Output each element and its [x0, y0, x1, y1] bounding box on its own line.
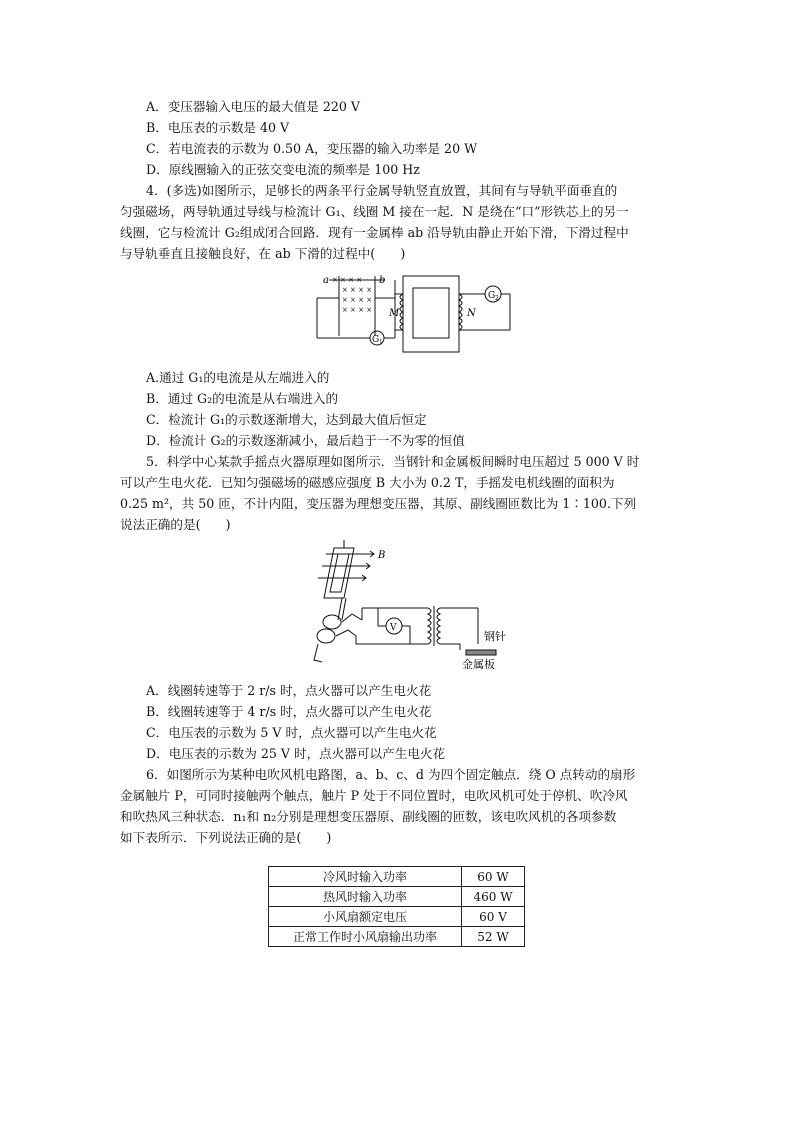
q5-option-c: C．电压表的示数为 5 V 时，点火器可以产生电火花 [146, 725, 437, 740]
q5-label-plate: 金属板 [462, 658, 495, 670]
q4-label-a: a [323, 275, 329, 286]
q5-option-b: B．线圈转速等于 4 r/s 时，点火器可以产生电火花 [146, 704, 432, 719]
q5-label-needle: 钢针 [484, 630, 506, 643]
q3-option-a: A．变压器输入电压的最大值是 220 V [146, 99, 360, 114]
q4-label-b: b [379, 275, 386, 286]
param-value: 52 W [462, 927, 525, 947]
table-row [269, 867, 525, 887]
q3-option-d: D．原线圈输入的正弦交变电流的频率是 100 Hz [146, 162, 420, 177]
q3-option-b: B．电压表的示数是 40 V [146, 120, 290, 135]
q5-stem-line2: 可以产生电火花．已知匀强磁场的磁感应强度 B 大小为 0.2 T，手摇发电机线圈的面积为 [120, 475, 615, 490]
param-label: 正常工作时小风扇输出功率 [269, 927, 462, 947]
q4-stem-line4: 与导轨垂直且接触良好，在 ab 下滑的过程中( ) [120, 246, 406, 261]
q4-label-g2-sub: 2 [495, 295, 499, 302]
q4-option-d: D．检流计 G₂的示数逐渐减小，最后趋于一不为零的恒值 [146, 433, 465, 448]
q5-stem-line3: 0.25 m²，共 50 匝，不计内阻，变压器为理想变压器，其原、副线圈匝数比为 1∶100.下列 [120, 496, 637, 511]
q4-option-b: B．通过 G₂的电流是从右端进入的 [146, 391, 339, 406]
param-label: 冷风时输入功率 [269, 867, 462, 887]
q5-label-v: V [390, 623, 397, 633]
table-row [269, 927, 525, 947]
param-value: 60 V [462, 907, 525, 927]
svg-text:× × × ×: × × × × [331, 276, 363, 284]
param-value: 460 W [462, 887, 525, 907]
svg-text:× × × ×: × × × × [341, 306, 373, 314]
q4-stem-line2: 匀强磁场，两导轨通过导线与检流计 G₁、线圈 M 接在一起．N 是绕在“口”形铁芯上的另一 [120, 204, 629, 219]
q6-stem-line2: 金属触片 P，可同时接触两个触点，触片 P 处于不同位置时，电吹风机可处于停机、吹冷风 [120, 788, 628, 803]
q6-stem-line4: 如下表所示．下列说法正确的是( ) [120, 830, 332, 845]
q6-stem-line3: 和吹热风三种状态．n₁和 n₂分别是理想变压器原、副线圈的匝数，该电吹风机的各项参数 [120, 809, 617, 824]
q4-stem-line3: 线圈，它与检流计 G₂组成闭合回路．现有一金属棒 ab 沿导轨由静止开始下滑，下滑过程中 [120, 225, 629, 240]
q4-label-g1: G [372, 335, 380, 345]
q4-circuit-figure [315, 268, 525, 358]
table-row [269, 887, 525, 907]
q6-stem-line1: 6．如图所示为某种电吹风机电路图，a、b、c、d 为四个固定触点．绕 O 点转动的扇形 [146, 767, 636, 782]
q5-option-a: A．线圈转速等于 2 r/s 时，点火器可以产生电火花 [146, 683, 432, 698]
q3-option-c: C．若电流表的示数为 0.50 A，变压器的输入功率是 20 W [146, 141, 478, 156]
param-value: 60 W [462, 867, 525, 887]
q4-label-m: M [389, 308, 400, 319]
q5-igniter-figure [308, 540, 528, 670]
q4-label-n: N [467, 308, 476, 319]
q4-label-g2: G [488, 291, 496, 301]
q4-stem-line1: 4．(多选)如图所示，足够长的两条平行金属导轨竖直放置，其间有与导轨平面垂直的 [146, 183, 618, 198]
q4-label-g1-sub: 1 [379, 339, 383, 346]
q4-option-a: A.通过 G₁的电流是从左端进入的 [146, 370, 330, 385]
q5-stem-line4: 说法正确的是( ) [120, 517, 231, 532]
param-label: 热风时输入功率 [269, 887, 462, 907]
q6-parameter-table [268, 866, 525, 947]
table-row [269, 907, 525, 927]
q5-option-d: D．电压表的示数为 25 V 时，点火器可以产生电火花 [146, 746, 446, 761]
q4-option-c: C．检流计 G₁的示数逐渐增大，达到最大值后恒定 [146, 412, 427, 427]
svg-text:× × × ×: × × × × [341, 296, 373, 304]
q5-stem-line1: 5．科学中心某款手摇点火器原理如图所示．当钢针和金属板间瞬时电压超过 5 000 V 时 [146, 454, 640, 469]
svg-text:× × × ×: × × × × [341, 286, 373, 294]
param-label: 小风扇额定电压 [269, 907, 462, 927]
q5-label-b: B [378, 550, 386, 561]
